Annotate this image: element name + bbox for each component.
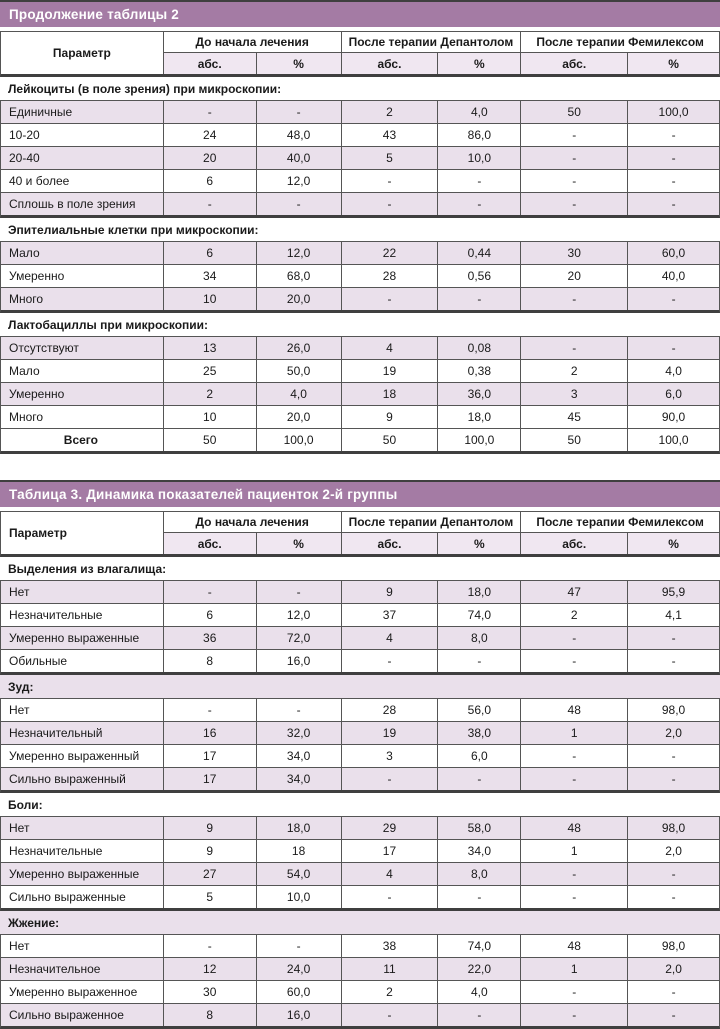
value-cell: -	[437, 193, 520, 215]
value-cell: 4	[341, 337, 438, 359]
value-cell: 6,0	[627, 383, 719, 405]
param-cell: 10-20	[9, 128, 40, 142]
subcolumn-header: %	[437, 53, 520, 74]
value-cell: -	[627, 863, 719, 885]
table-row	[1, 699, 719, 721]
value-cell: 4,0	[437, 981, 520, 1003]
subcolumn-header: абс.	[163, 533, 256, 554]
value-cell: -	[627, 650, 719, 672]
value-cell: 58,0	[437, 817, 520, 839]
value-cell: 4,0	[437, 101, 520, 123]
table-row	[1, 980, 719, 1003]
value-cell: 36,0	[437, 383, 520, 405]
table-row	[1, 935, 719, 957]
table-row	[1, 581, 719, 603]
value-cell: -	[437, 288, 520, 310]
value-cell: 48	[520, 817, 627, 839]
section-rows	[0, 336, 720, 454]
param-cell: Много	[9, 410, 44, 424]
value-cell: 5	[341, 147, 438, 169]
table-row	[1, 264, 719, 287]
value-cell: -	[520, 288, 627, 310]
value-cell: -	[341, 650, 438, 672]
value-cell: -	[437, 650, 520, 672]
value-cell: -	[520, 193, 627, 215]
value-cell: 6	[163, 170, 256, 192]
value-cell: 2,0	[627, 958, 719, 980]
value-cell: 27	[163, 863, 256, 885]
value-cell: 17	[341, 840, 438, 862]
param-cell: Умеренно выраженный	[9, 749, 140, 763]
value-cell: 3	[341, 745, 438, 767]
value-cell: -	[341, 193, 438, 215]
value-cell: -	[520, 745, 627, 767]
value-cell: 20	[163, 147, 256, 169]
value-cell: -	[163, 581, 256, 603]
param-cell: Умеренно выраженные	[9, 867, 140, 881]
total-row	[1, 428, 719, 451]
value-cell: 18,0	[256, 817, 341, 839]
table-row	[1, 862, 719, 885]
value-cell: -	[341, 886, 438, 908]
param-cell: Незначительный	[9, 726, 103, 740]
value-cell: 86,0	[437, 124, 520, 146]
value-cell: -	[341, 288, 438, 310]
value-cell: 50	[163, 429, 256, 451]
value-cell: -	[627, 147, 719, 169]
column-group-header: До начала лечения	[163, 32, 341, 53]
value-cell: 19	[341, 360, 438, 382]
value-cell: 9	[341, 406, 438, 428]
param-cell: Сильно выраженное	[9, 1008, 124, 1022]
value-cell: -	[627, 193, 719, 215]
param-cell: Умеренно выраженное	[9, 985, 138, 999]
value-cell: 1	[520, 958, 627, 980]
table-row	[1, 382, 719, 405]
table-row	[1, 359, 719, 382]
value-cell: 16,0	[256, 650, 341, 672]
value-cell: 38	[341, 935, 438, 957]
value-cell: -	[163, 101, 256, 123]
value-cell: -	[627, 886, 719, 908]
value-cell: 54,0	[256, 863, 341, 885]
subcolumn-header: %	[627, 53, 719, 74]
value-cell: 13	[163, 337, 256, 359]
param-cell: Незначительные	[9, 608, 103, 622]
table-row	[1, 287, 719, 310]
value-cell: 2	[341, 981, 438, 1003]
section-label: Жжение:	[0, 911, 720, 934]
value-cell: -	[256, 193, 341, 215]
table-3-group2-dynamics	[0, 480, 720, 1029]
subcolumn-header: %	[256, 53, 341, 74]
value-cell: 50,0	[256, 360, 341, 382]
section-rows	[0, 816, 720, 911]
table-row	[1, 405, 719, 428]
table-row	[1, 169, 719, 192]
value-cell: 48	[520, 699, 627, 721]
value-cell: 60,0	[256, 981, 341, 1003]
value-cell: 3	[520, 383, 627, 405]
value-cell: -	[627, 337, 719, 359]
value-cell: -	[627, 124, 719, 146]
value-cell: -	[520, 768, 627, 790]
table-row	[1, 649, 719, 672]
value-cell: 28	[341, 699, 438, 721]
value-cell: -	[341, 768, 438, 790]
value-cell: 74,0	[437, 935, 520, 957]
value-cell: 32,0	[256, 722, 341, 744]
value-cell: 40,0	[627, 265, 719, 287]
value-cell: 20,0	[256, 406, 341, 428]
section-rows	[0, 698, 720, 793]
table-row	[1, 242, 719, 264]
value-cell: -	[163, 193, 256, 215]
value-cell: 72,0	[256, 627, 341, 649]
value-cell: -	[627, 170, 719, 192]
value-cell: 100,0	[437, 429, 520, 451]
value-cell: 43	[341, 124, 438, 146]
table-row	[1, 337, 719, 359]
value-cell: 45	[520, 406, 627, 428]
value-cell: 20	[520, 265, 627, 287]
subcolumn-header: абс.	[341, 533, 438, 554]
value-cell: 22,0	[437, 958, 520, 980]
value-cell: 2,0	[627, 840, 719, 862]
column-group-header: До начала лечения	[163, 512, 341, 533]
section-rows	[0, 100, 720, 218]
value-cell: 26,0	[256, 337, 341, 359]
value-cell: 5	[163, 886, 256, 908]
column-group-header: После терапии Фемилексом	[520, 32, 719, 53]
value-cell: 98,0	[627, 935, 719, 957]
value-cell: 9	[163, 817, 256, 839]
param-cell: Умеренно	[9, 387, 65, 401]
value-cell: 8,0	[437, 863, 520, 885]
subcolumn-header: абс.	[341, 53, 438, 74]
table-header	[0, 31, 720, 77]
param-cell: Незначительные	[9, 844, 103, 858]
value-cell: 4,0	[627, 360, 719, 382]
section-rows	[0, 580, 720, 675]
value-cell: 0,56	[437, 265, 520, 287]
value-cell: 18,0	[437, 406, 520, 428]
table-row	[1, 744, 719, 767]
value-cell: 74,0	[437, 604, 520, 626]
value-cell: 18	[256, 840, 341, 862]
param-cell: 20-40	[9, 151, 40, 165]
param-cell: Много	[9, 292, 44, 306]
value-cell: 28	[341, 265, 438, 287]
value-cell: 12,0	[256, 170, 341, 192]
param-cell: Нет	[9, 821, 30, 835]
value-cell: 30	[163, 981, 256, 1003]
section-label: Эпителиальные клетки при микроскопии:	[8, 222, 259, 237]
value-cell: 95,9	[627, 581, 719, 603]
value-cell: -	[520, 337, 627, 359]
param-cell: Нет	[9, 939, 30, 953]
value-cell: -	[520, 1004, 627, 1026]
value-cell: 25	[163, 360, 256, 382]
value-cell: 12,0	[256, 242, 341, 264]
value-cell: -	[163, 935, 256, 957]
value-cell: -	[520, 650, 627, 672]
param-cell: Единичные	[9, 105, 73, 119]
value-cell: 18	[341, 383, 438, 405]
value-cell: -	[437, 886, 520, 908]
value-cell: 98,0	[627, 817, 719, 839]
table-row	[1, 101, 719, 123]
value-cell: 1	[520, 722, 627, 744]
table-header	[0, 511, 720, 557]
value-cell: 8	[163, 1004, 256, 1026]
value-cell: -	[627, 981, 719, 1003]
section-label: Лейкоциты (в поле зрения) при микроскопии:	[8, 81, 282, 96]
value-cell: 9	[341, 581, 438, 603]
value-cell: 24,0	[256, 958, 341, 980]
value-cell: -	[341, 170, 438, 192]
value-cell: 17	[163, 768, 256, 790]
value-cell: 0,38	[437, 360, 520, 382]
value-cell: 29	[341, 817, 438, 839]
value-cell: 0,44	[437, 242, 520, 264]
value-cell: 4	[341, 863, 438, 885]
param-cell: Отсутствуют	[9, 341, 79, 355]
value-cell: 16,0	[256, 1004, 341, 1026]
subcolumn-header: абс.	[520, 533, 627, 554]
value-cell: 50	[520, 101, 627, 123]
value-cell: 24	[163, 124, 256, 146]
value-cell: -	[437, 768, 520, 790]
param-cell: Нет	[9, 703, 30, 717]
value-cell: 9	[163, 840, 256, 862]
table-row	[1, 123, 719, 146]
param-cell: Сильно выраженные	[9, 890, 126, 904]
section-label: Боли:	[8, 797, 43, 812]
value-cell: 100,0	[256, 429, 341, 451]
value-cell: 18,0	[437, 581, 520, 603]
value-cell: -	[256, 935, 341, 957]
value-cell: 34,0	[256, 768, 341, 790]
value-cell: 50	[520, 429, 627, 451]
value-cell: 2,0	[627, 722, 719, 744]
column-group-header: После терапии Депантолом	[341, 512, 521, 533]
value-cell: -	[520, 981, 627, 1003]
value-cell: 2	[341, 101, 438, 123]
value-cell: 12	[163, 958, 256, 980]
value-cell: 34,0	[437, 840, 520, 862]
subcolumn-header: %	[437, 533, 520, 554]
value-cell: 100,0	[627, 101, 719, 123]
section-label: Зуд:	[0, 675, 720, 698]
table-row	[1, 192, 719, 215]
value-cell: 60,0	[627, 242, 719, 264]
table-row	[1, 817, 719, 839]
value-cell: -	[627, 1004, 719, 1026]
value-cell: -	[437, 170, 520, 192]
table-row	[1, 1003, 719, 1026]
value-cell: 4,1	[627, 604, 719, 626]
value-cell: 8,0	[437, 627, 520, 649]
subcolumn-header: %	[256, 533, 341, 554]
section-label: Лактобациллы при микроскопии:	[8, 317, 209, 332]
value-cell: 48	[520, 935, 627, 957]
value-cell: -	[520, 627, 627, 649]
value-cell: -	[627, 745, 719, 767]
value-cell: 98,0	[627, 699, 719, 721]
param-cell: 40 и более	[9, 174, 70, 188]
value-cell: 40,0	[256, 147, 341, 169]
value-cell: 17	[163, 745, 256, 767]
value-cell: 0,08	[437, 337, 520, 359]
value-cell: 19	[341, 722, 438, 744]
value-cell: 8	[163, 650, 256, 672]
table-gap	[0, 454, 720, 480]
param-cell: Сильно выраженный	[9, 772, 126, 786]
value-cell: 10,0	[256, 886, 341, 908]
value-cell: 6	[163, 604, 256, 626]
value-cell: 2	[163, 383, 256, 405]
value-cell: 12,0	[256, 604, 341, 626]
value-cell: -	[256, 699, 341, 721]
value-cell: 6,0	[437, 745, 520, 767]
value-cell: 56,0	[437, 699, 520, 721]
value-cell: 90,0	[627, 406, 719, 428]
table-title: Таблица 3. Динамика показателей пациенток 2-й группы	[9, 487, 398, 502]
value-cell: 4,0	[256, 383, 341, 405]
section-rows	[0, 241, 720, 313]
table-title-bar	[0, 0, 720, 27]
value-cell: 20,0	[256, 288, 341, 310]
value-cell: 2	[520, 604, 627, 626]
param-cell: Нет	[9, 585, 30, 599]
param-cell: Всего	[63, 433, 98, 447]
param-cell: Обильные	[9, 654, 68, 668]
value-cell: -	[256, 101, 341, 123]
table-row	[1, 767, 719, 790]
value-cell: -	[437, 1004, 520, 1026]
value-cell: 38,0	[437, 722, 520, 744]
value-cell: 6	[163, 242, 256, 264]
section-rows	[0, 934, 720, 1029]
value-cell: -	[627, 768, 719, 790]
value-cell: -	[520, 886, 627, 908]
section-label: Выделения из влагалища:	[8, 561, 167, 576]
param-cell: Умеренно	[9, 269, 65, 283]
value-cell: 48,0	[256, 124, 341, 146]
subcolumn-header: абс.	[163, 53, 256, 74]
param-cell: Сплошь в поле зрения	[9, 197, 136, 211]
subcolumn-header: абс.	[520, 53, 627, 74]
table-row	[1, 603, 719, 626]
param-cell: Мало	[9, 246, 40, 260]
param-column-header: Параметр	[1, 32, 163, 74]
value-cell: -	[627, 627, 719, 649]
table-title: Продолжение таблицы 2	[9, 7, 179, 22]
value-cell: 2	[520, 360, 627, 382]
value-cell: 1	[520, 840, 627, 862]
param-cell: Умеренно выраженные	[9, 631, 140, 645]
value-cell: -	[256, 581, 341, 603]
value-cell: 10,0	[437, 147, 520, 169]
table-title-bar	[0, 480, 720, 507]
value-cell: 4	[341, 627, 438, 649]
value-cell: -	[520, 147, 627, 169]
value-cell: 100,0	[627, 429, 719, 451]
table-row	[1, 957, 719, 980]
subcolumn-header: %	[627, 533, 719, 554]
value-cell: 22	[341, 242, 438, 264]
value-cell: 68,0	[256, 265, 341, 287]
param-cell: Мало	[9, 364, 40, 378]
value-cell: -	[341, 1004, 438, 1026]
table-row	[1, 721, 719, 744]
column-group-header: После терапии Депантолом	[341, 32, 521, 53]
value-cell: 37	[341, 604, 438, 626]
value-cell: 36	[163, 627, 256, 649]
table-row	[1, 146, 719, 169]
value-cell: 50	[341, 429, 438, 451]
value-cell: 34	[163, 265, 256, 287]
value-cell: 10	[163, 406, 256, 428]
value-cell: 34,0	[256, 745, 341, 767]
value-cell: 11	[341, 958, 438, 980]
table-row	[1, 839, 719, 862]
value-cell: -	[520, 863, 627, 885]
column-group-header: После терапии Фемилексом	[520, 512, 719, 533]
value-cell: -	[520, 124, 627, 146]
table-row	[1, 626, 719, 649]
param-cell: Незначительное	[9, 962, 101, 976]
value-cell: -	[520, 170, 627, 192]
value-cell: 10	[163, 288, 256, 310]
value-cell: -	[163, 699, 256, 721]
value-cell: 16	[163, 722, 256, 744]
table-row	[1, 885, 719, 908]
param-column-header: Параметр	[1, 512, 163, 554]
value-cell: 30	[520, 242, 627, 264]
table-continuation-2	[0, 0, 720, 454]
value-cell: -	[627, 288, 719, 310]
value-cell: 47	[520, 581, 627, 603]
